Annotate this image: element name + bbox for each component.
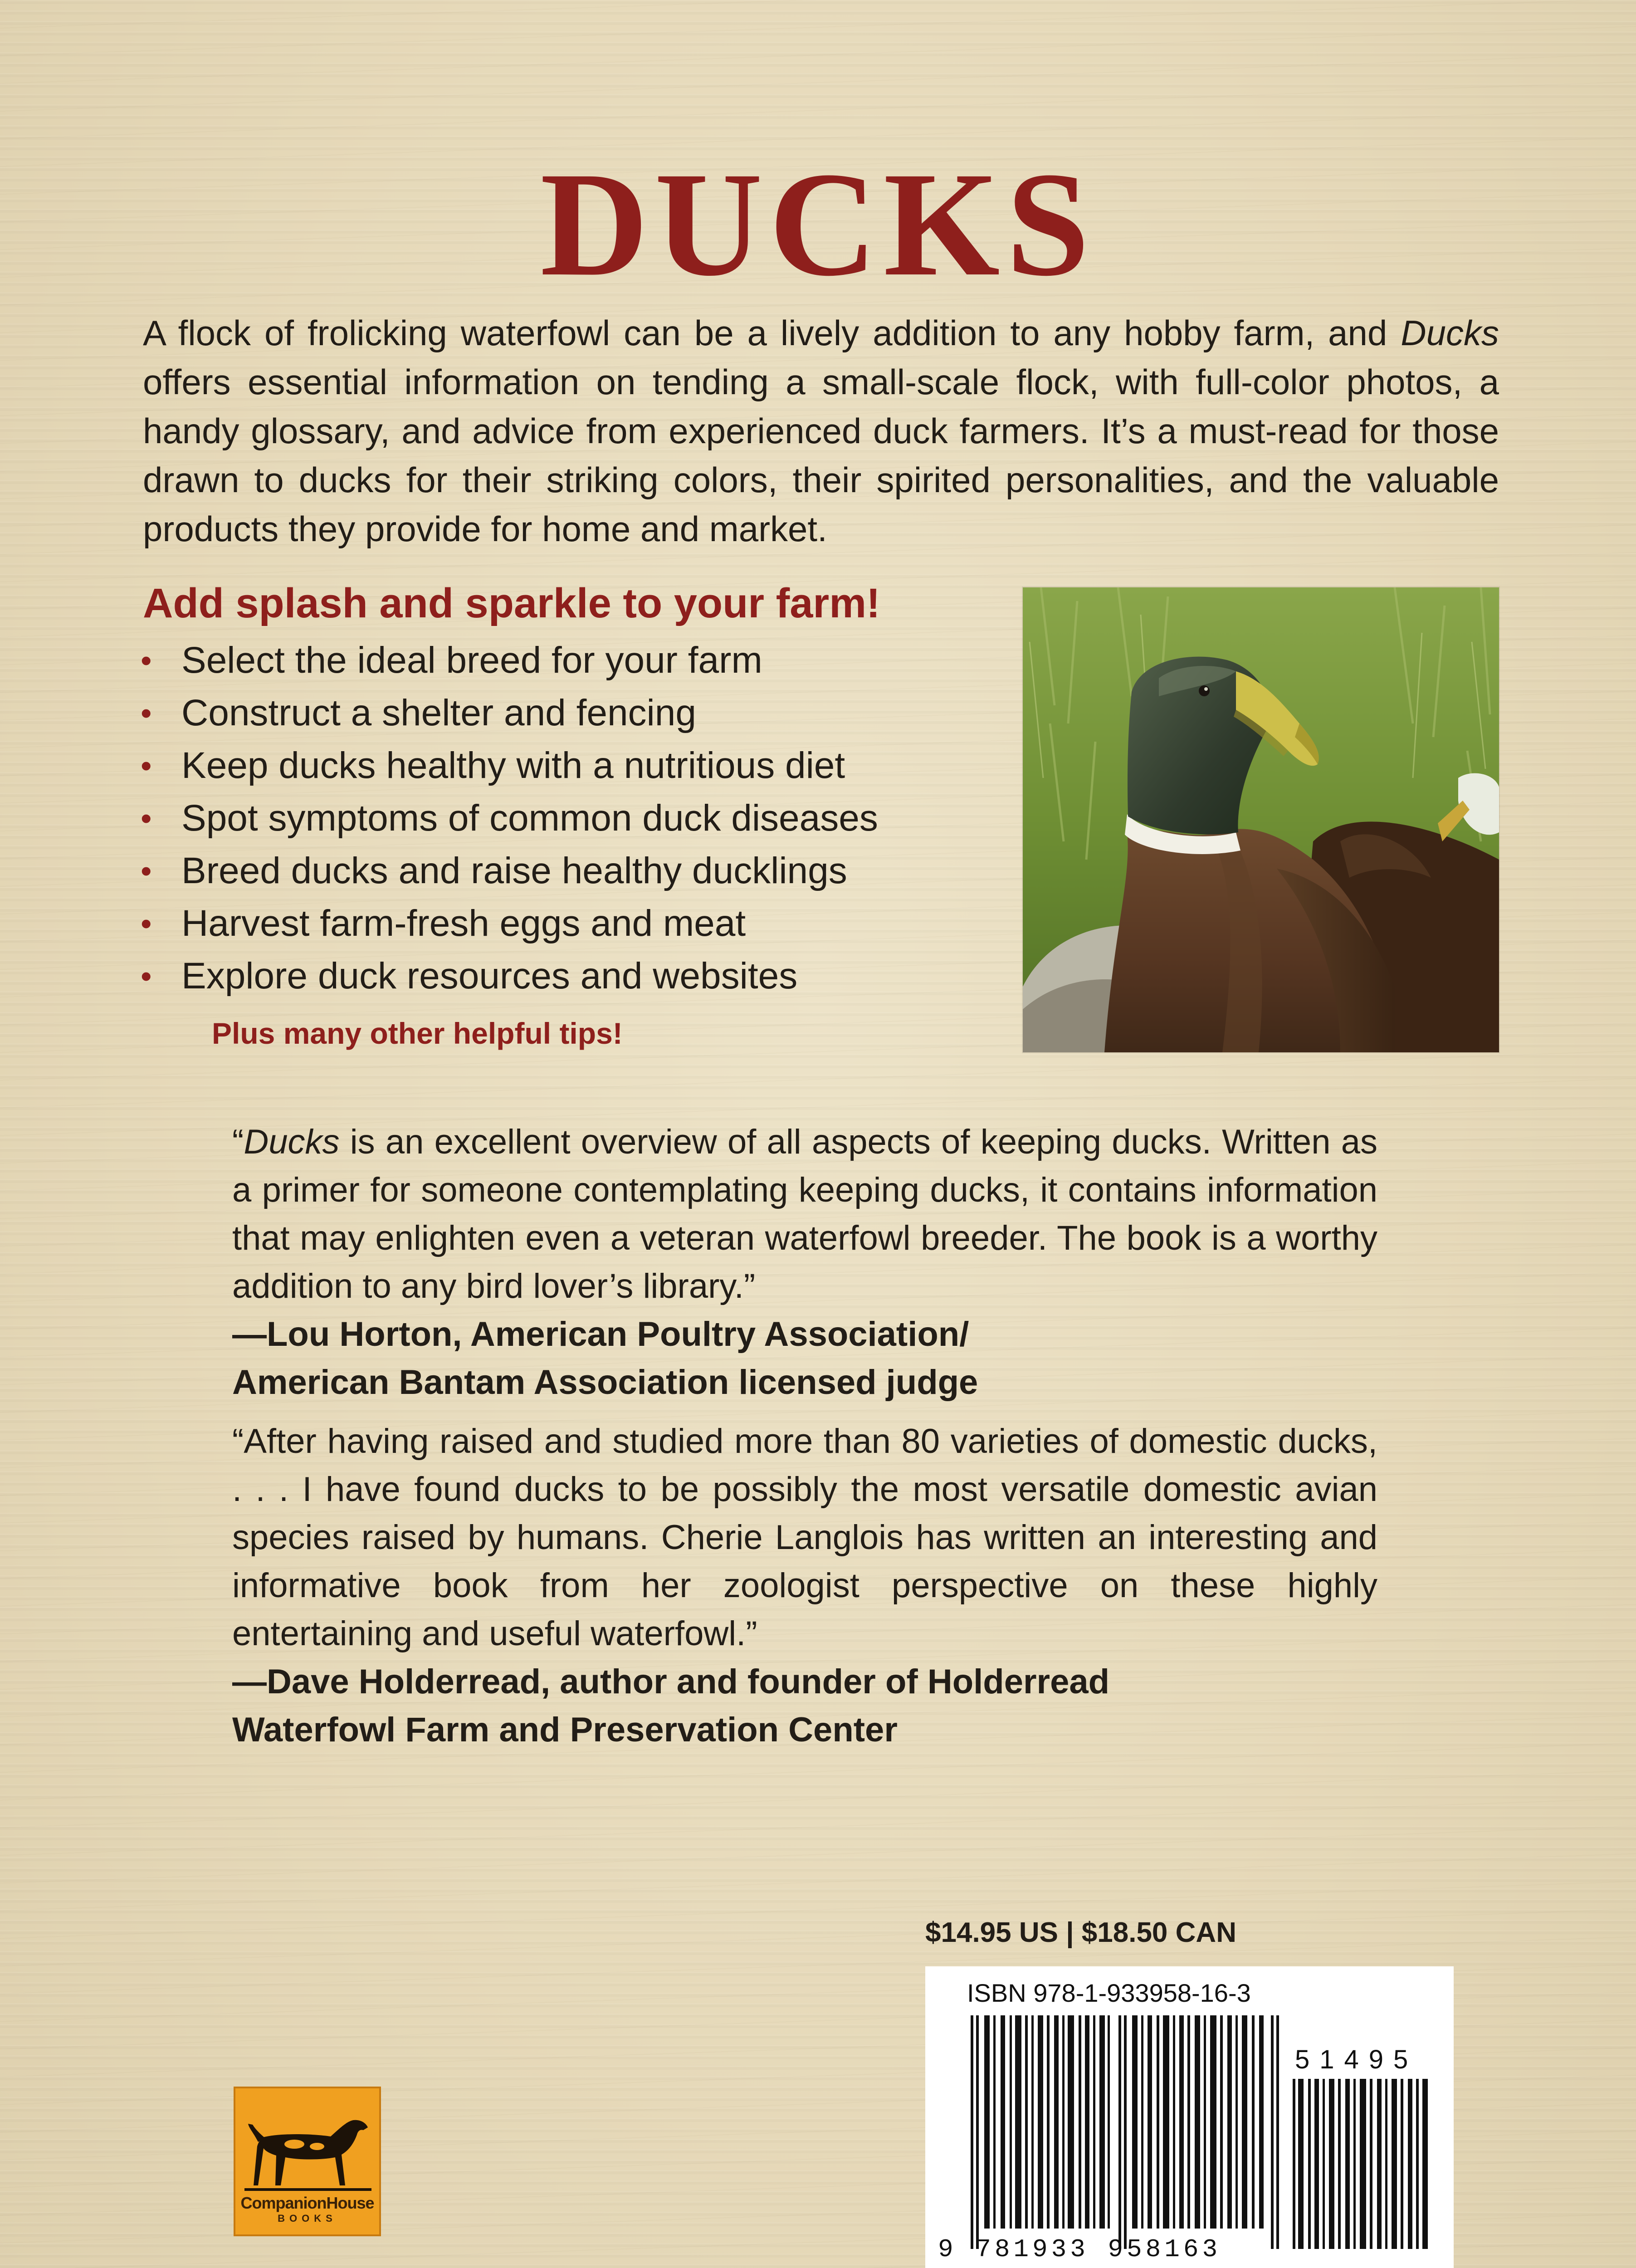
mallard-duck-photo — [1023, 587, 1499, 1052]
barcode-price-code: 51495 — [1295, 2045, 1418, 2074]
quote-attribution: —Dave Holderread, author and founder of Holderread Waterfowl Farm and Preservation Center — [232, 1662, 1110, 1749]
bullet-icon: • — [141, 801, 152, 836]
intro-paragraph: A flock of frolicking waterfowl can be a lively addition to any hobby farm, and Ducks offers essential information on tending a small-scale flock, with full-color photos, a handy glossary, and advice from experienced duck farmers. It’s a must-read for those drawn to ducks for their striking colors, their spirited personalities, and the valuable products they provide for home and market. — [143, 313, 1499, 549]
book-title: DUCKS — [540, 142, 1096, 307]
publisher-name: CompanionHouse — [240, 2194, 374, 2212]
feature-item: • Explore duck resources and websites — [141, 950, 1002, 1002]
barcode-bars — [971, 2015, 1279, 2249]
isbn-barcode — [925, 1966, 1454, 2268]
pointer-dog-icon — [244, 2101, 371, 2192]
bullet-icon: • — [141, 906, 152, 941]
quote-text: “Ducks is an excellent overview of all aspects of keeping ducks. Written as a primer for someone contemplating keeping ducks, it contains information that may enlighten even a veteran waterfowl breeder. The book is a worthy addition to any bird lover’s library.” — [232, 1123, 1377, 1305]
isbn-label: ISBN 978-1-933958-16-3 — [967, 1979, 1251, 2007]
barcode-addon-bars — [1293, 2079, 1429, 2249]
quote-attribution: —Lou Horton, American Poultry Association/ American Bantam Association licensed judge — [232, 1315, 978, 1402]
feature-item: • Keep ducks healthy with a nutritious diet — [141, 739, 1002, 792]
feature-item: • Breed ducks and raise healthy ducklings — [141, 845, 1002, 897]
testimonial-quote — [232, 1418, 1377, 1754]
feature-item: • Construct a shelter and fencing — [141, 687, 1002, 739]
publisher-logo — [234, 2087, 381, 2236]
feature-item: • Select the ideal breed for your farm — [141, 634, 1002, 687]
features-tagline: Plus many other helpful tips! — [212, 1017, 623, 1050]
testimonial-quote — [232, 1118, 1377, 1407]
bullet-icon: • — [141, 748, 152, 783]
barcode-number: 9 781933 958163 — [938, 2235, 1221, 2264]
bullet-icon: • — [141, 853, 152, 889]
quote-text: “After having raised and studied more than 80 varieties of domestic ducks, . . . I have found ducks to be possibly the most versatile domestic avian species raised by humans. Cherie Langlois has written an interesting and informative book from her zoologist perspective on these highly entertaining and useful waterfowl.” — [232, 1422, 1377, 1653]
bullet-icon: • — [141, 958, 152, 994]
features-heading: Add splash and sparkle to your farm! — [143, 580, 880, 626]
price-label: $14.95 US | $18.50 CAN — [925, 1917, 1236, 1948]
features-list — [141, 634, 1002, 1002]
feature-item: • Harvest farm-fresh eggs and meat — [141, 897, 1002, 950]
publisher-sub: BOOKS — [278, 2213, 337, 2224]
feature-item: • Spot symptoms of common duck diseases — [141, 792, 1002, 845]
bullet-icon: • — [141, 643, 152, 678]
bullet-icon: • — [141, 695, 152, 731]
